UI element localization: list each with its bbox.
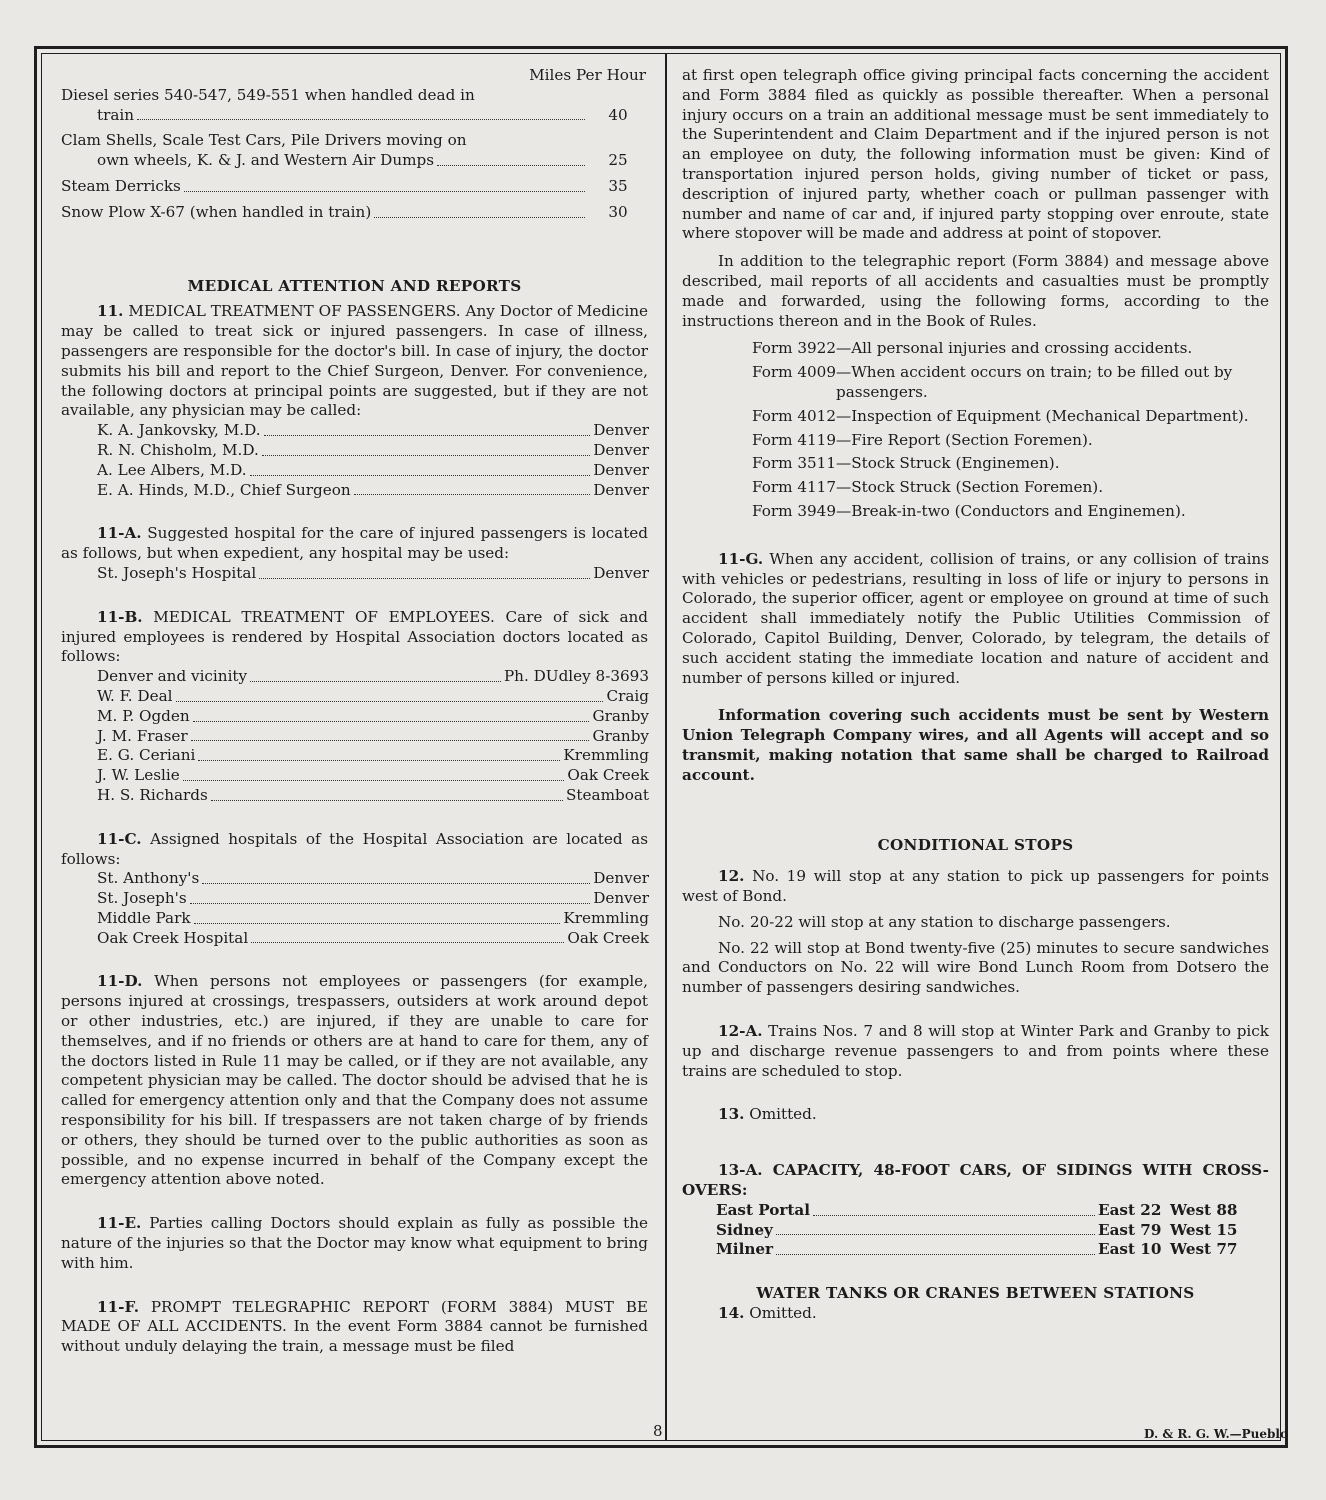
rule-14 xyxy=(682,1304,1269,1324)
list-item xyxy=(97,727,649,747)
doctor-place: Oak Creek xyxy=(567,766,649,785)
doctor-place: Denver xyxy=(593,440,649,459)
rule-text: No. 19 will stop at any station to pick up passengers for points west of Bond. xyxy=(682,867,1269,906)
dot-leader xyxy=(191,740,590,741)
rule-text: MEDICAL TREATMENT OF PASSENGERS. Any Doctor of Medicine may be called to treat sick or injured passengers. In case of illness, passengers are responsible for the doctor's bill. In case of injury, the doctor submits his bill and report to the Chief Surgeon, Denver. For convenience, the following doctors at principal points are suggested, but if they are not available, any physician may be called: xyxy=(61,302,648,420)
hospital-name: St. Joseph's xyxy=(97,889,187,908)
dot-leader xyxy=(250,681,501,682)
rule-11b xyxy=(61,608,648,667)
rule-11e xyxy=(61,1214,648,1273)
rule-number: 11-D. xyxy=(97,972,143,991)
hospital-name: St. Joseph's Hospital xyxy=(97,563,257,582)
doctor-place: Steamboat xyxy=(566,785,649,804)
rule-text: Suggested hospital for the care of injured passengers is located as follows, but when expedient, any hospital may be used: xyxy=(61,524,649,563)
form-description: —Stock Struck (Enginemen). xyxy=(836,454,1060,473)
rule-text: PROMPT TELEGRAPHIC REPORT (FORM 3884) MUST BE MADE OF ALL ACCIDENTS. In the event Form 3884 cannot be furnished without unduly delaying the train, a message must be filed xyxy=(61,1297,648,1356)
rule-number: 11-B. xyxy=(97,607,143,626)
doctor-place: Denver xyxy=(593,480,649,499)
dot-leader xyxy=(776,1234,1095,1235)
rule-13 xyxy=(682,1105,1269,1125)
rule-11f-mail-reports: In addition to the telegraphic report (Form 3884) and message above described, mail reports of all accidents and casualties must be promptly made and forwarded, using the following forms, according to the instructions thereon and in the Book of Rules. xyxy=(682,252,1269,330)
form-number: Form 3949 xyxy=(752,501,836,520)
form-number: Form 4009 xyxy=(752,363,836,382)
list-item xyxy=(682,478,1269,498)
speed-row xyxy=(61,131,648,171)
siding-east: East 22 xyxy=(1098,1200,1162,1219)
publisher-imprint: D. & R. G. W.—Pueblo xyxy=(1144,1427,1288,1441)
list-item xyxy=(97,707,649,727)
doctor-name: R. N. Chisholm, M.D. xyxy=(97,440,259,459)
siding-west: West 15 xyxy=(1170,1220,1238,1239)
form-number: Form 4119 xyxy=(752,430,836,449)
list-item xyxy=(97,564,649,584)
list-item xyxy=(97,786,649,806)
section-heading-conditional-stops: CONDITIONAL STOPS xyxy=(877,835,1074,854)
hospital-list xyxy=(61,564,649,584)
dot-leader xyxy=(262,455,590,456)
doctor-place: Craig xyxy=(606,686,649,705)
rule-text: CAPACITY, 48-FOOT CARS, OF SIDINGS WITH CROSS-OVERS: xyxy=(682,1161,1269,1200)
list-item xyxy=(97,461,649,481)
list-item xyxy=(682,431,1269,451)
dot-leader xyxy=(251,942,564,943)
rule-11a xyxy=(61,524,648,564)
list-item xyxy=(682,502,1269,522)
rule-number: 12-A. xyxy=(718,1022,763,1041)
doctor-name: J. M. Fraser xyxy=(97,726,188,745)
form-number: Form 4012 xyxy=(752,406,836,425)
hospital-place: Denver xyxy=(593,889,649,908)
rule-number: 13. xyxy=(718,1105,745,1124)
rule-number: 11-E. xyxy=(97,1214,142,1233)
list-item xyxy=(97,687,649,707)
rule-number: 14. xyxy=(718,1304,745,1323)
dot-leader xyxy=(259,578,590,579)
siding-west: West 77 xyxy=(1170,1240,1238,1259)
rule-number: 12. xyxy=(718,867,745,886)
rule-11f-continued: at first open telegraph office giving principal facts concerning the accident and Form 3884 filed as quickly as possible thereafter. When a personal injury occurs on a train an additional message must be sent immediately to the Superintendent and Claim Department and if the injured person is not an employee on duty, the following information must be given: Kind of transportation injured person holds, giving number of ticket or pass, description of injured party, whether coach or pullman passenger with number and name of car and, if injured party stopping over enroute, state where stopover will be made and address at point of stopover. xyxy=(682,66,1269,243)
rule-11d xyxy=(61,972,648,1190)
page-number: 8 xyxy=(653,1422,663,1440)
rule-12-p2: No. 20-22 will stop at any station to discharge passengers. xyxy=(718,912,1171,931)
siding-name: East Portal xyxy=(716,1200,811,1219)
list-item xyxy=(682,454,1269,474)
siding-east: East 10 xyxy=(1098,1240,1162,1259)
doctor-name: W. F. Deal xyxy=(97,686,173,705)
siding-list xyxy=(682,1201,1269,1260)
rule-number: 11-G. xyxy=(718,549,764,568)
doctor-name: E. G. Ceriani xyxy=(97,746,196,765)
dot-leader xyxy=(264,435,591,436)
rule-number: 11. xyxy=(97,302,124,321)
dot-leader xyxy=(202,883,590,884)
rule-11g xyxy=(682,550,1269,689)
rule-text: When persons not employees or passengers (for example, persons injured at crossings, trespassers, outsiders at work around depot or other industries, etc.) are injured, if they are unable to care for themselves, and if no friends or others are at hand to care for them, any of the doctors listed in Rule 11 may be called, or if they are not available, any competent physician may be called. The doctor should be advised that he is called for emergency attention only and that the Company does not assume responsibility for his bill. If trespassers are not taken charge of by friends or others, they should be turned over to the public authorities as soon as possible, and no expense incurred in behalf of the Company except the emergency attention above noted. xyxy=(61,972,648,1189)
section-heading-water-tanks: WATER TANKS OR CRANES BETWEEN STATIONS xyxy=(756,1284,1195,1303)
dot-leader xyxy=(374,217,585,218)
list-item xyxy=(97,421,649,441)
doctor-place: Granby xyxy=(592,726,649,745)
rule-11c xyxy=(61,830,648,870)
form-description: —Stock Struck (Section Foremen). xyxy=(836,478,1104,497)
doctor-place: Ph. DUdley 8-3693 xyxy=(503,667,649,686)
rule-text: Assigned hospitals of the Hospital Association are located as follows: xyxy=(61,829,648,868)
rule-12 xyxy=(682,867,1269,907)
hospital-name: St. Anthony's xyxy=(97,869,200,888)
left-column xyxy=(61,66,648,1357)
hospital-name: Middle Park xyxy=(97,908,191,927)
list-item xyxy=(682,407,1269,427)
speed-value: 25 xyxy=(608,151,628,170)
doctor-name: E. A. Hinds, M.D., Chief Surgeon xyxy=(97,480,351,499)
speed-row-label: Steam Derricks xyxy=(61,176,181,195)
doctor-name: K. A. Jankovsky, M.D. xyxy=(97,421,261,440)
hospital-place: Kremmling xyxy=(563,908,649,927)
form-description: —When accident occurs on train; to be filled out by passengers. xyxy=(836,363,1233,401)
dot-leader xyxy=(193,721,590,722)
list-item xyxy=(682,339,1269,359)
rule-number: 11-F. xyxy=(97,1297,139,1316)
rule-text: Trains Nos. 7 and 8 will stop at Winter Park and Granby to pick up and discharge revenue passengers to and from points where these trains are scheduled to stop. xyxy=(682,1022,1270,1080)
doctor-place: Denver xyxy=(593,460,649,479)
doctor-name: J. W. Leslie xyxy=(97,766,180,785)
speed-row-label: Snow Plow X-67 (when handled in train) xyxy=(61,202,372,221)
speed-table-header: Miles Per Hour xyxy=(529,66,646,84)
speed-value: 40 xyxy=(608,105,628,124)
dot-leader xyxy=(184,191,585,192)
dot-leader xyxy=(183,780,565,781)
list-item xyxy=(97,667,649,687)
speed-row xyxy=(61,203,648,223)
rule-11 xyxy=(61,302,648,421)
speed-row-label: train xyxy=(97,105,135,124)
column-divider xyxy=(665,53,667,1441)
assoc-doctor-list xyxy=(61,667,649,806)
form-number: Form 3511 xyxy=(752,454,836,473)
rule-13a xyxy=(682,1161,1269,1201)
form-description: —All personal injuries and crossing accidents. xyxy=(836,339,1193,358)
form-description: —Inspection of Equipment (Mechanical Department). xyxy=(836,406,1249,425)
rule-number: 13-A. xyxy=(718,1161,763,1180)
doctor-name: A. Lee Albers, M.D. xyxy=(97,460,247,479)
speed-row-label: own wheels, K. & J. and Western Air Dumps xyxy=(97,151,435,170)
speed-row xyxy=(61,177,648,197)
list-item xyxy=(682,1200,1238,1221)
form-list xyxy=(682,339,1269,521)
dot-leader xyxy=(198,760,560,761)
doctor-place: Denver xyxy=(593,421,649,440)
siding-west: West 88 xyxy=(1170,1200,1238,1219)
rule-11g-western-union: Information covering such accidents must be sent by Western Union Telegraph Company wires, and all Agents will accept and so transmit, making notation that same shall be charged to Railroad account. xyxy=(682,706,1269,784)
rule-text: When any accident, collision of trains, or any collision of trains with vehicles or pedestrians, resulting in loss of life or injury to persons in Colorado, the superior officer, agent or employee on ground at time of such accident shall immediately notify the Public Utilities Commission of Colorado, Capitol Building, Denver, Colorado, by telegram, the details of such accident stating the immediate location and nature of accident and number of persons killed or injured. xyxy=(682,549,1269,687)
doctor-name: M. P. Ogden xyxy=(97,706,190,725)
rule-number: 11-A. xyxy=(97,524,142,543)
list-item xyxy=(97,441,649,461)
dot-leader xyxy=(776,1254,1095,1255)
speed-row-text: Diesel series 540-547, 549-551 when handled dead in xyxy=(61,85,475,104)
doctor-list xyxy=(61,421,649,500)
rule-text: Parties calling Doctors should explain as fully as possible the nature of the injuries so that the Doctor may know what equipment to bring with him. xyxy=(61,1214,649,1272)
speed-value: 30 xyxy=(608,202,628,221)
rule-number: 11-C. xyxy=(97,829,142,848)
form-number: Form 3922 xyxy=(752,339,836,358)
dot-leader xyxy=(190,903,591,904)
dot-leader xyxy=(813,1215,1095,1216)
doctor-name: H. S. Richards xyxy=(97,785,208,804)
list-item xyxy=(97,889,649,909)
hospital-place: Denver xyxy=(593,869,649,888)
dot-leader xyxy=(137,119,585,120)
speed-row-leader xyxy=(61,151,648,171)
hospital-name: Oak Creek Hospital xyxy=(97,928,249,947)
rule-12-p3: No. 22 will stop at Bond twenty-five (25) minutes to secure sandwiches and Conductors on No. 22 will wire Bond Lunch Room from Dotsero the number of passengers desiring sandwiches. xyxy=(682,938,1269,997)
dot-leader xyxy=(176,701,604,702)
list-item xyxy=(682,1220,1238,1241)
speed-row xyxy=(61,86,648,126)
doctor-place: Kremmling xyxy=(563,746,649,765)
rule-text: MEDICAL TREATMENT OF EMPLOYEES. Care of sick and injured employees is rendered by Hospital Association doctors located as follows: xyxy=(61,607,648,666)
form-description: —Break-in-two (Conductors and Enginemen). xyxy=(836,501,1186,520)
dot-leader xyxy=(437,165,585,166)
section-heading-medical: MEDICAL ATTENTION AND REPORTS xyxy=(187,276,522,295)
list-item xyxy=(97,746,649,766)
list-item xyxy=(682,363,1269,403)
siding-name: Sidney xyxy=(716,1220,773,1239)
speed-row-leader xyxy=(61,106,648,126)
doctor-place: Granby xyxy=(592,706,649,725)
rule-12a xyxy=(682,1022,1269,1081)
speed-value: 35 xyxy=(608,176,628,195)
dot-leader xyxy=(194,923,561,924)
list-item xyxy=(97,481,649,501)
dot-leader xyxy=(354,494,591,495)
list-item xyxy=(97,766,649,786)
list-item xyxy=(97,929,649,949)
form-description: —Fire Report (Section Foremen). xyxy=(836,430,1093,449)
speed-row-text: Clam Shells, Scale Test Cars, Pile Drivers moving on xyxy=(61,131,467,150)
assoc-hospital-list xyxy=(61,869,649,948)
right-column xyxy=(682,66,1269,1324)
doctor-name: Denver and vicinity xyxy=(97,667,248,686)
rule-11f xyxy=(61,1298,648,1357)
dot-leader xyxy=(250,475,591,476)
rule-text: Omitted. xyxy=(749,1105,817,1124)
hospital-place: Denver xyxy=(593,563,649,582)
hospital-place: Oak Creek xyxy=(567,928,649,947)
rule-text: Omitted. xyxy=(749,1304,817,1323)
siding-east: East 79 xyxy=(1098,1220,1162,1239)
dot-leader xyxy=(211,800,563,801)
list-item xyxy=(682,1240,1238,1260)
form-number: Form 4117 xyxy=(752,478,836,497)
list-item xyxy=(97,869,649,889)
list-item xyxy=(97,909,649,929)
siding-name: Milner xyxy=(716,1240,774,1259)
